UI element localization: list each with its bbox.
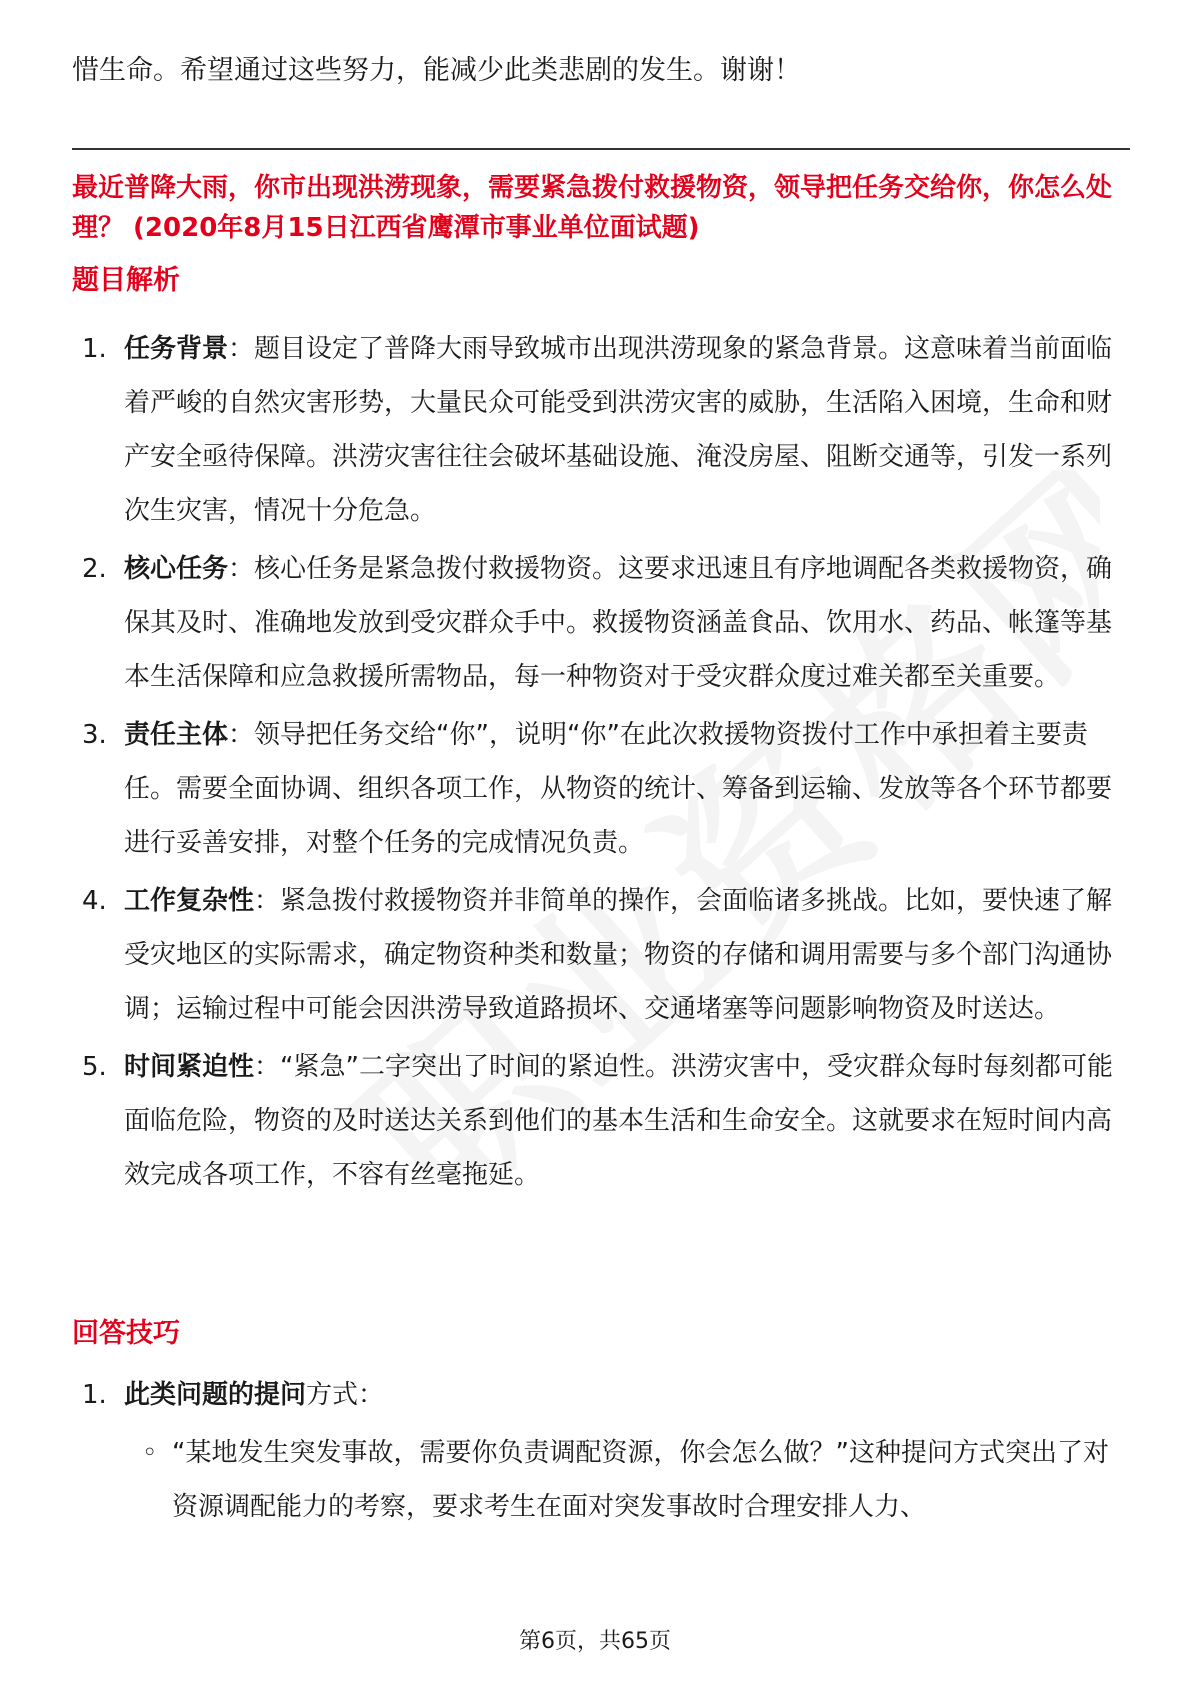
item-term: 此类问题的提问 [124, 1380, 307, 1410]
page-number: 第6页，共65页 [519, 1629, 671, 1654]
list-item: 2. 核心任务：核心任务是紧急拨付救援物资。这要求迅速且有序地调配各类救援物资，确保其及时、准确地发放到受灾群众手中。救援物资涵盖食品、饮用水、药品、帐篷等基本生活保障和应急救援所需物品，每一种物资对于受灾群众度过难关都至关重要。 [82, 554, 1113, 692]
item-text: 紧急拨付救援物资并非简单的操作，会面临诸多挑战。比如，要快速了解受灾地区的实际需求，确定物资种类和数量；物资的存储和调用需要与多个部门沟通协调；运输过程中可能会因洪涝导致道路损坏、交通堵塞等问题影响物资及时送达。 [124, 886, 1113, 1024]
list-item: 1. 此类问题的提问方式： [82, 1380, 385, 1410]
item-term: 责任主体 [124, 720, 229, 750]
bullet-icon: ◦ [142, 1438, 158, 1468]
list-item: 3. 责任主体：领导把任务交给“你”，说明“你”在此次救援物资拨付工作中承担着主要责任。需要全面协调、组织各项工作，从物资的统计、筹备到运输、发放等各个环节都要进行妥善安排，对整个任务的完成情况负责。 [82, 720, 1113, 858]
item-term: 核心任务 [124, 554, 229, 584]
item-text: 题目设定了普降大雨导致城市出现洪涝现象的紧急背景。这意味着当前面临着严峻的自然灾害形势，大量民众可能受到洪涝灾害的威胁，生活陷入困境，生命和财产安全亟待保障。洪涝灾害往往会破坏基础设施、淹没房屋、阻断交通等，引发一系列次生灾害，情况十分危急。 [124, 334, 1113, 526]
tips-title: 回答技巧 [72, 1318, 180, 1349]
list-item: 5. 时间紧迫性：“紧急”二字突出了时间的紧迫性。洪涝灾害中，受灾群众每时每刻都可能面临危险，物资的及时送达关系到他们的基本生活和生命安全。这就要求在短时间内高效完成各项工作，不容有丝毫拖延。 [82, 1052, 1113, 1190]
item-term: 时间紧迫性 [124, 1052, 255, 1082]
sub-list-item: ◦ “某地发生突发事故，需要你负责调配资源，你会怎么做？”这种提问方式突出了对资源调配能力的考察，要求考生在面对突发事故时合理安排人力、 [72, 1426, 1132, 1534]
item-term: 工作复杂性 [124, 886, 255, 916]
item-text: 核心任务是紧急拨付救援物资。这要求迅速且有序地调配各类救援物资，确保其及时、准确地发放到受灾群众手中。救援物资涵盖食品、饮用水、药品、帐篷等基本生活保障和应急救援所需物品，每一种物资对于受灾群众度过难关都至关重要。 [124, 554, 1113, 692]
list-item: 4. 工作复杂性：紧急拨付救援物资并非简单的操作，会面临诸多挑战。比如，要快速了解受灾地区的实际需求，确定物资种类和数量；物资的存储和调用需要与多个部门沟通协调；运输过程中可能会因洪涝导致道路损坏、交通堵塞等问题影响物资及时送达。 [82, 886, 1113, 1024]
divider [72, 148, 1130, 150]
item-text: “紧急”二字突出了时间的紧迫性。洪涝灾害中，受灾群众每时每刻都可能面临危险，物资的及时送达关系到他们的基本生活和生命安全。这就要求在短时间内高效完成各项工作，不容有丝毫拖延。 [124, 1052, 1113, 1190]
list-item: 1. 任务背景：题目设定了普降大雨导致城市出现洪涝现象的紧急背景。这意味着当前面临着严峻的自然灾害形势，大量民众可能受到洪涝灾害的威胁，生活陷入困境，生命和财产安全亟待保障。洪涝灾害往往会破坏基础设施、淹没房屋、阻断交通等，引发一系列次生灾害，情况十分危急。 [82, 334, 1113, 526]
analysis-title: 题目解析 [72, 265, 180, 296]
question-heading: 最近普降大雨，你市出现洪涝现象，需要紧急拨付救援物资，领导把任务交给你，你怎么处理？ (2020年8月15日江西省鹰潭市事业单位面试题) [72, 173, 1113, 243]
previous-answer-tail: 惜生命。希望通过这些努力，能减少此类悲剧的发生。谢谢！ [72, 55, 801, 86]
item-text: 领导把任务交给“你”，说明“你”在此次救援物资拨付工作中承担着主要责任。需要全面协调、组织各项工作，从物资的统计、筹备到运输、发放等各个环节都要进行妥善安排，对整个任务的完成情况负责。 [124, 720, 1113, 858]
tips-list [72, 1368, 1132, 1534]
analysis-list [72, 322, 1132, 1206]
item-term: 任务背景 [124, 334, 229, 364]
